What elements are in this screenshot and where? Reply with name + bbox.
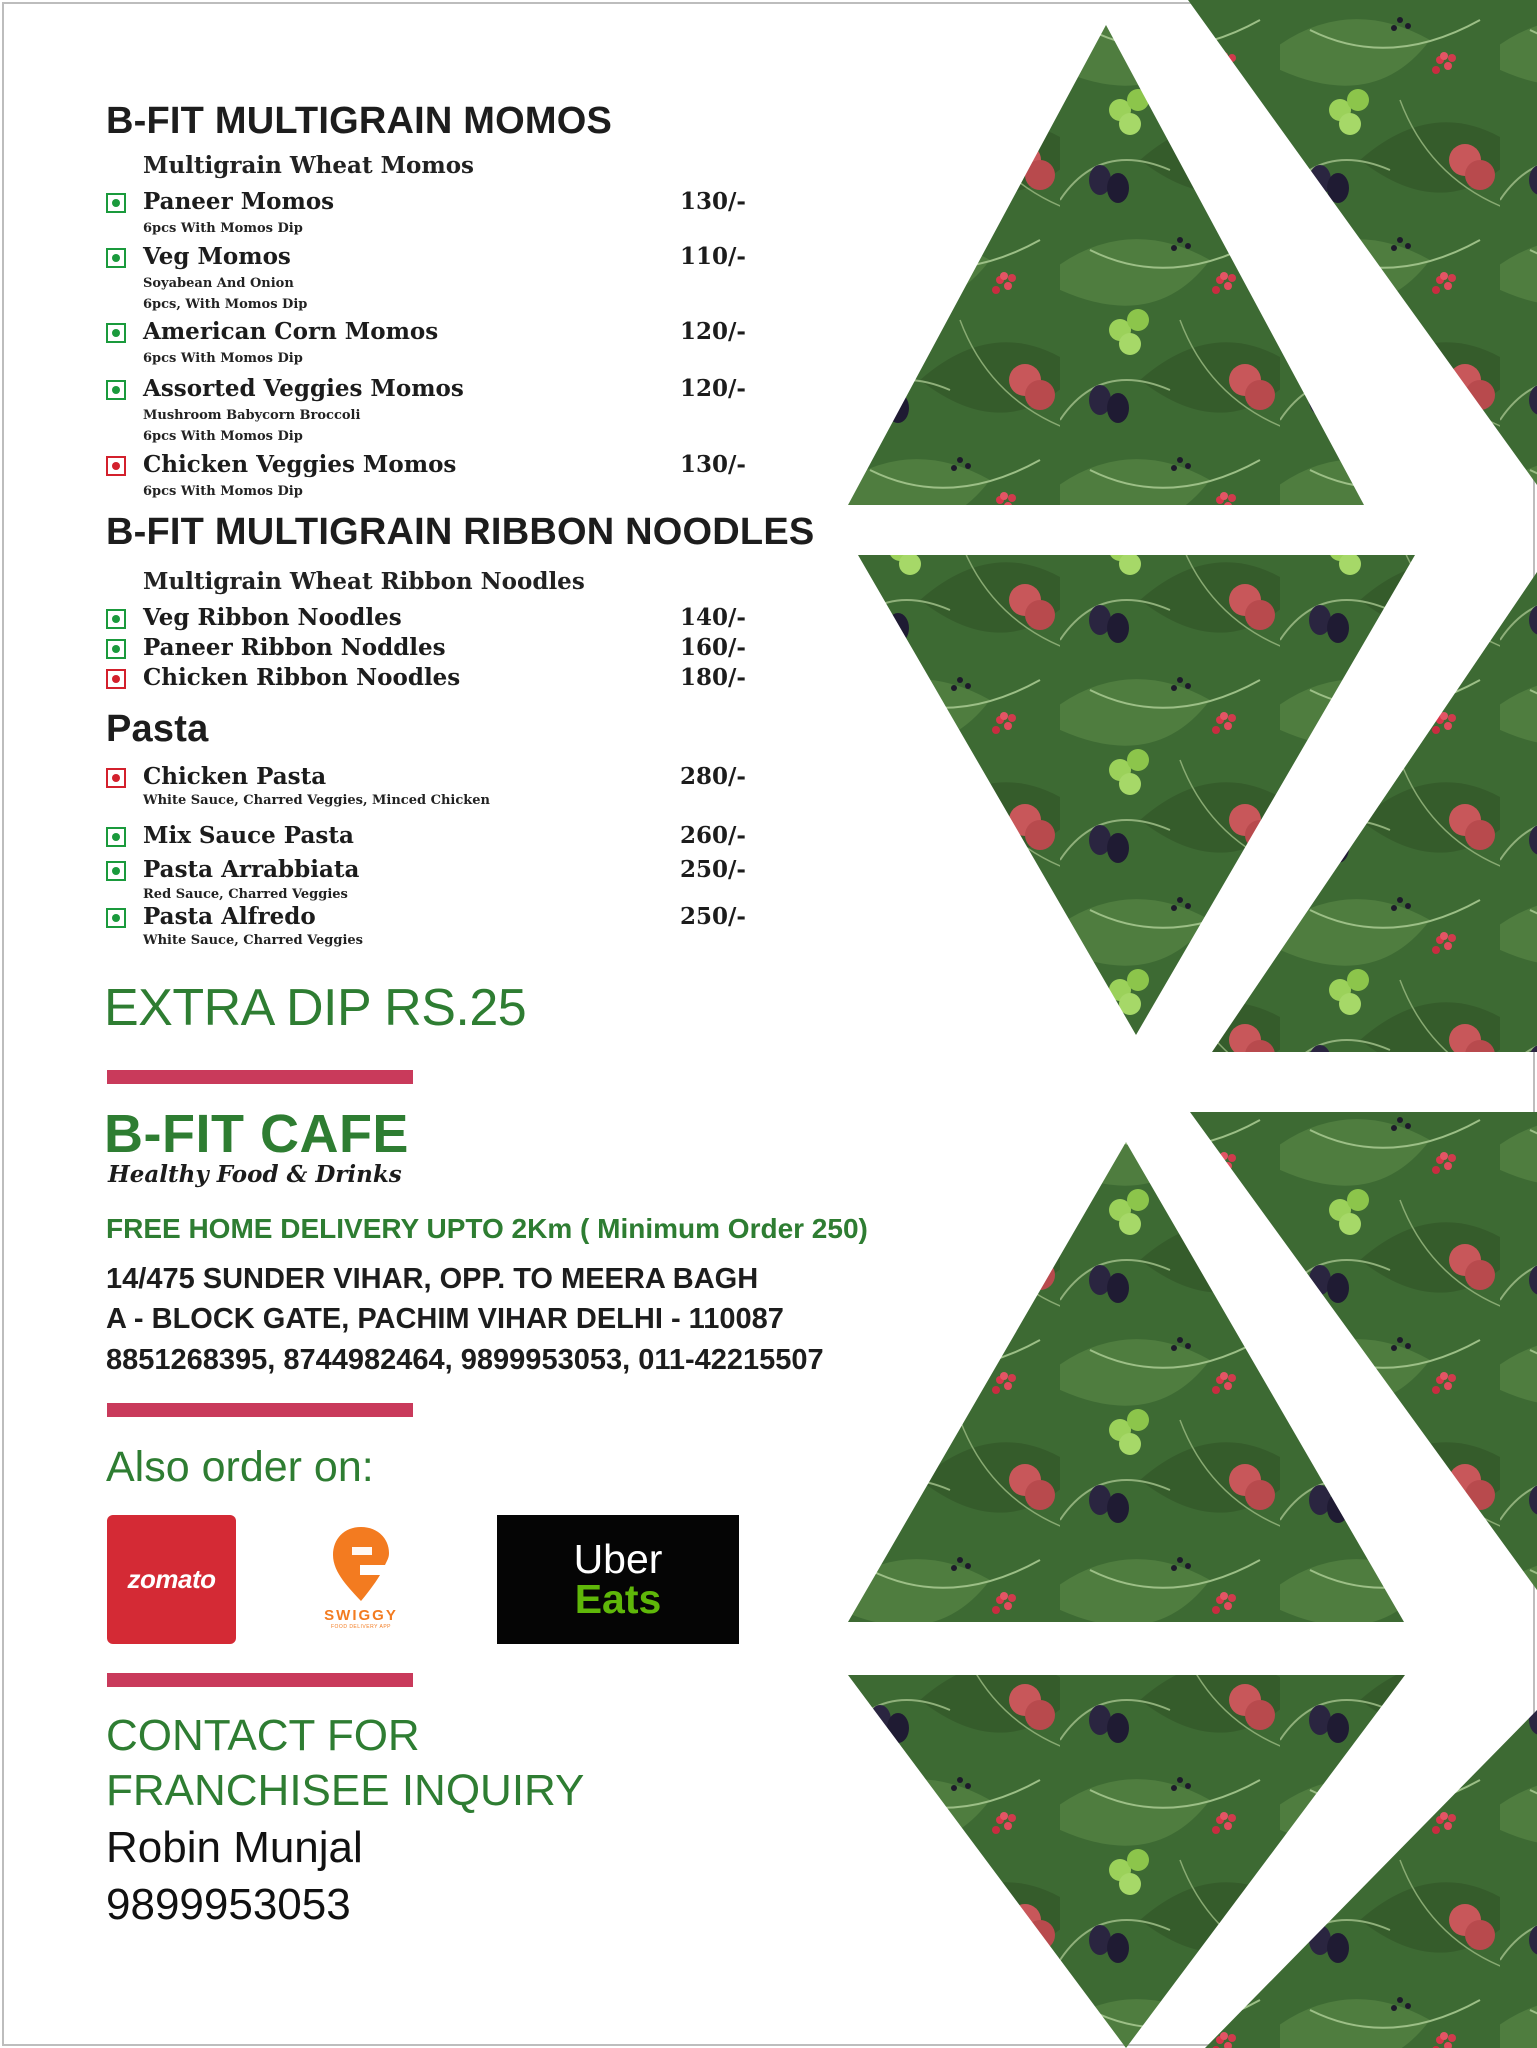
address-line-1: 14/475 SUNDER VIHAR, OPP. TO MEERA BAGH [106,1263,759,1295]
leaf-triangles-decoration [840,0,1537,2048]
franchise-contact-phone: 9899953053 [106,1880,351,1929]
menu-item [106,664,766,694]
divider [107,1070,413,1084]
item-description: 6pcs With Momos Dip [143,351,303,366]
delivery-info: FREE HOME DELIVERY UPTO 2Km ( Minimum Order 250) [106,1213,868,1244]
item-price: 180/- [680,664,746,691]
item-description: Mushroom Babycorn Broccoli [143,408,361,423]
non-veg-icon [106,456,126,476]
item-name: American Corn Momos [143,318,439,345]
momos-heading: B-FIT MULTIGRAIN MOMOS [106,100,613,142]
menu-item [106,822,766,852]
menu-item [106,451,766,481]
item-price: 160/- [680,634,746,661]
swiggy-wordmark: SWIGGY [324,1607,398,1624]
item-description: White Sauce, Charred Veggies [143,933,363,948]
menu-item [106,856,766,886]
veg-icon [106,609,126,629]
item-description: 6pcs With Momos Dip [143,484,303,499]
veg-icon [106,323,126,343]
menu-item [106,243,766,273]
also-order-on-label: Also order on: [106,1443,374,1491]
uber-eats-logo[interactable] [497,1515,739,1644]
divider [107,1673,413,1687]
menu-item [106,634,766,664]
veg-icon [106,193,126,213]
zomato-wordmark: zomato [127,1564,216,1594]
veg-icon [106,639,126,659]
item-name: Veg Momos [143,243,291,270]
item-description: Soyabean And Onion [143,276,294,291]
item-name: Chicken Ribbon Noodles [143,664,461,691]
momos-subheading: Multigrain Wheat Momos [143,152,474,179]
item-price: 130/- [680,451,746,478]
menu-item [106,188,766,218]
swiggy-subtitle: FOOD DELIVERY APP [330,1624,391,1630]
franchise-title-line-1: CONTACT FOR [106,1711,420,1760]
item-name: Chicken Veggies Momos [143,451,457,478]
menu-item [106,318,766,348]
item-description: Red Sauce, Charred Veggies [143,887,348,902]
item-name: Pasta Alfredo [143,903,316,930]
item-name: Paneer Momos [143,188,335,215]
item-description: White Sauce, Charred Veggies, Minced Chicken [143,793,490,808]
item-price: 140/- [680,604,746,631]
item-name: Pasta Arrabbiata [143,856,360,883]
veg-icon [106,908,126,928]
item-price: 120/- [680,318,746,345]
veg-icon [106,380,126,400]
menu-item [106,375,766,405]
item-price: 260/- [680,822,746,849]
item-description: 6pcs With Momos Dip [143,429,303,444]
noodles-subheading: Multigrain Wheat Ribbon Noodles [143,568,585,595]
menu-item [106,763,766,793]
item-price: 280/- [680,763,746,790]
item-price: 250/- [680,856,746,883]
swiggy-pin-icon [330,1525,392,1603]
veg-icon [106,248,126,268]
uber-wordmark: Uber [573,1536,663,1582]
item-name: Assorted Veggies Momos [143,375,464,402]
veg-icon [106,827,126,847]
item-name: Mix Sauce Pasta [143,822,354,849]
franchise-contact-name: Robin Munjal [106,1823,363,1872]
menu-item [106,903,766,933]
non-veg-icon [106,768,126,788]
item-name: Paneer Ribbon Noddles [143,634,446,661]
item-name: Veg Ribbon Noodles [143,604,402,631]
divider [107,1403,413,1417]
item-name: Chicken Pasta [143,763,327,790]
cafe-name: B-FIT CAFE [104,1104,409,1164]
veg-icon [106,861,126,881]
item-price: 130/- [680,188,746,215]
item-description: 6pcs, With Momos Dip [143,297,308,312]
swiggy-logo[interactable] [306,1515,416,1640]
phone-numbers: 8851268395, 8744982464, 9899953053, 011-42215507 [106,1344,824,1376]
non-veg-icon [106,669,126,689]
item-description: 6pcs With Momos Dip [143,221,303,236]
extra-dip-note: EXTRA DIP RS.25 [104,979,527,1037]
cafe-tagline: Healthy Food & Drinks [108,1161,402,1188]
address-line-2: A - BLOCK GATE, PACHIM VIHAR DELHI - 110087 [106,1303,784,1335]
noodles-heading: B-FIT MULTIGRAIN RIBBON NOODLES [106,511,815,553]
item-price: 110/- [680,243,746,270]
franchise-title-line-2: FRANCHISEE INQUIRY [106,1766,585,1815]
item-price: 120/- [680,375,746,402]
pasta-heading: Pasta [106,708,209,750]
zomato-logo[interactable] [107,1515,236,1644]
item-price: 250/- [680,903,746,930]
menu-item [106,604,766,634]
eats-wordmark: Eats [574,1576,662,1622]
